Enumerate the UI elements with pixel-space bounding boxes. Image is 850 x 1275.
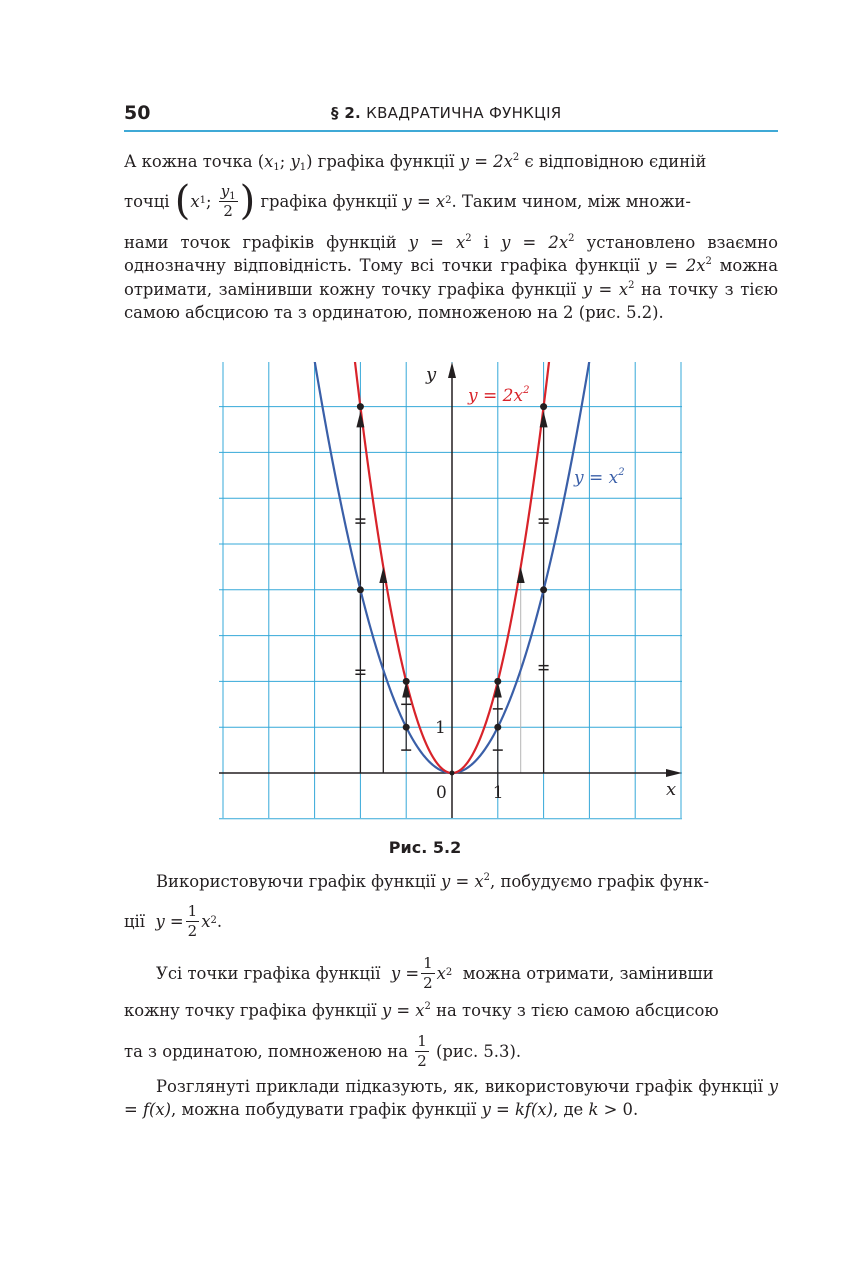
point-origin bbox=[450, 771, 455, 776]
series-label-2x-squared: $y = 2x^2$ bbox=[468, 385, 530, 406]
fraction-y1-over-2: $\frac{y_1}{2}$ bbox=[220, 181, 236, 220]
y-axis-arrow bbox=[448, 362, 456, 378]
point-marker bbox=[494, 724, 501, 731]
paragraph-2-line-1: Використовуючи графік функції $y = x^2$, побудуємо графік функ- bbox=[156, 872, 710, 891]
paragraph-1-line-1: А кожна точка ($x_1$; $y_1$) графіка функції $y = 2x^2$ є відповідною єдиній bbox=[124, 152, 707, 173]
guide-arrow-head bbox=[540, 411, 548, 427]
parabola-chart bbox=[200, 355, 700, 830]
tick-label-x-0: 0 bbox=[436, 783, 447, 803]
point-marker bbox=[357, 586, 364, 593]
x-axis-arrow bbox=[666, 769, 682, 777]
paragraph-4: Розглянуті приклади підказують, як, використовуючи графік функції y = f(x), можна побудувати графік функції y = kf(x), де k > 0. bbox=[124, 1077, 778, 1120]
paragraph-2-line-2: ції y = $\frac{1}{2}$ x 2 . bbox=[124, 901, 223, 940]
fraction-one-half: $\frac{1}{2}$ bbox=[187, 901, 198, 940]
guide-arrow-head bbox=[356, 411, 364, 427]
point-marker bbox=[403, 724, 410, 731]
section-mark: § 2. bbox=[331, 104, 362, 122]
guide-arrow-head bbox=[517, 567, 525, 583]
paragraph-1-line-2: точці ( x 1 ; $\frac{y_1}{2}$ ) графіка функції y = x 2 . Таким чином, між множи- bbox=[124, 178, 691, 224]
fraction-one-half-2: $\frac{1}{2}$ bbox=[423, 953, 433, 992]
series-label-x-squared: $y = x^2$ bbox=[574, 467, 625, 488]
page-header bbox=[124, 100, 778, 132]
point-marker bbox=[540, 586, 547, 593]
tick-label-y-1: 1 bbox=[435, 718, 446, 739]
paragraph-3-line-3: та з ординатою, помноженою на $\frac{1}{2}$ (рис. 5.3). bbox=[124, 1031, 522, 1070]
paragraph-3-line-1: Усі точки графіка функції y = $\frac{1}{2}$ x 2 можна отримати, замінивши bbox=[156, 953, 714, 992]
series-label-exponent: 2 bbox=[523, 385, 530, 396]
page-number: 50 bbox=[124, 102, 151, 124]
axis-label-y: y bbox=[426, 364, 437, 385]
point-marker bbox=[540, 403, 547, 410]
section-title: КВАДРАТИЧНА ФУНКЦІЯ bbox=[366, 104, 562, 122]
tick-label-x-1: 1 bbox=[492, 783, 504, 803]
series-label-exponent: 2 bbox=[618, 467, 625, 478]
figure-caption: Рис. 5.2 bbox=[388, 838, 462, 857]
point-marker bbox=[357, 403, 364, 410]
guide-arrow-head bbox=[379, 567, 387, 583]
fraction-one-half-3: $\frac{1}{2}$ bbox=[417, 1031, 427, 1070]
running-head bbox=[331, 104, 562, 122]
paragraph-3-line-2: кожну точку графіка функції $y = x^2$ на точку з тією самою абсцисою bbox=[124, 1001, 719, 1020]
point-marker bbox=[403, 678, 410, 685]
paragraph-1-rest: нами точок графіків функцій $y = x^2$ і $y = 2x^2$ установлено взаємно однозначну відповідність. Тому всі точки графіка функції $y = 2x^2$ можна отримати, замінивши кожну точку графіка функції $y = x^2$ на точку з тією самою абсцисою та з ординатою, помноженою на 2 (рис. 5.2). bbox=[124, 233, 778, 323]
axis-label-x: x bbox=[666, 779, 677, 800]
point-marker bbox=[494, 678, 501, 685]
